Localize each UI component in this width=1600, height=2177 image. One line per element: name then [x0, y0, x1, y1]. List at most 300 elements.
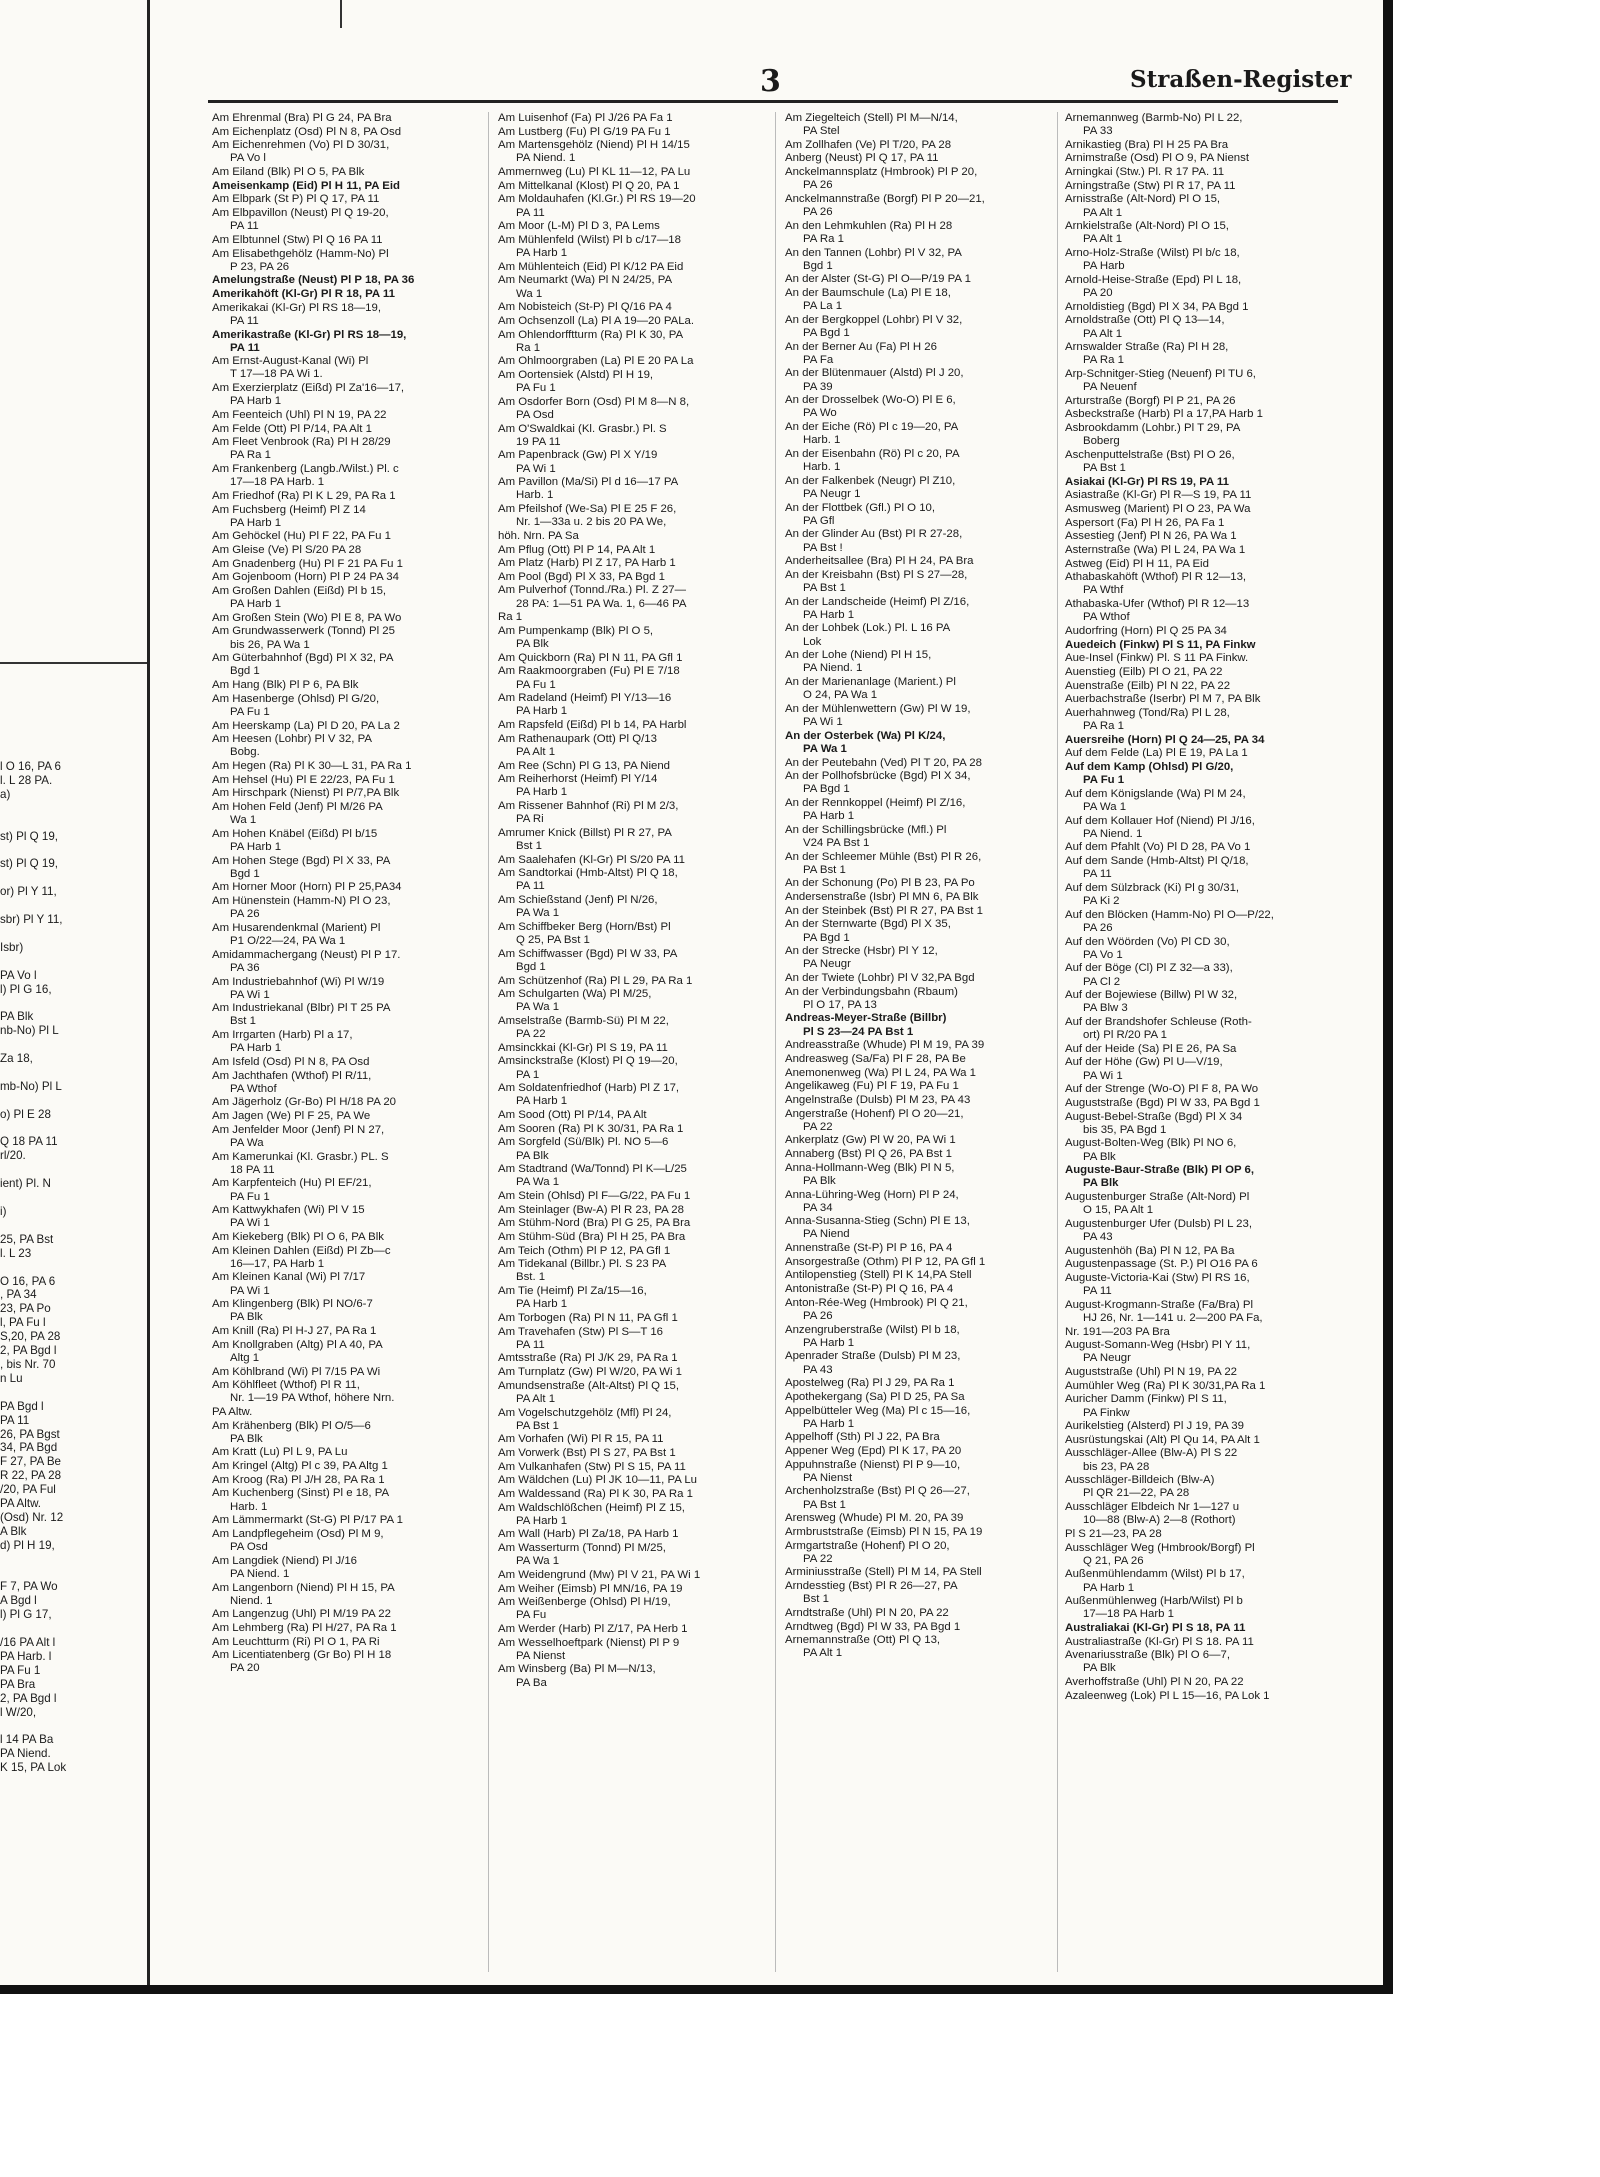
column-separator: [488, 112, 489, 1972]
street-entry-continuation: PA Fu 1: [1083, 774, 1125, 787]
street-entry-continuation: PA Bgd 1: [803, 783, 850, 796]
street-entry: [212, 1271, 480, 1297]
street-entry: [785, 502, 1053, 528]
street-entry: [498, 1623, 766, 1636]
street-entry-text: Athabaskahöft (Wthof) Pl R 12—13,: [1065, 571, 1247, 584]
street-entry-text: Am Feenteich (Uhl) Pl N 19, PA 22: [212, 408, 387, 421]
street-entry-continuation: PA Niend. 1: [803, 662, 863, 675]
street-entry-continuation: PA Fu 1: [230, 705, 270, 718]
street-entry: [498, 503, 766, 529]
fragment-line: [0, 843, 140, 857]
street-entry: [1065, 489, 1335, 502]
street-entry-text: Am Stühm-Süd (Bra) Pl H 25, PA Bra: [498, 1230, 686, 1243]
street-entry: [498, 1258, 766, 1284]
street-entry-text: Arnoldstraße (Ott) Pl Q 13—14,: [1065, 314, 1225, 327]
street-entry: [1065, 422, 1335, 448]
street-entry: [785, 891, 1053, 904]
street-entry-text: An der Osterbek (Wa) Pl K/24,: [785, 729, 946, 742]
fragment-line: A Bgd l: [0, 1594, 37, 1608]
street-entry: [212, 787, 480, 800]
street-entry-text: Am Großen Dahlen (Eißd) Pl b 15,: [212, 584, 387, 597]
street-entry-text: Am Torbogen (Ra) Pl N 11, PA Gfl 1: [498, 1311, 678, 1324]
street-entry: [498, 584, 766, 610]
street-entry-continuation: PA 43: [1083, 1230, 1113, 1243]
street-entry: [498, 329, 766, 355]
street-entry: [785, 1459, 1053, 1485]
street-entry: [212, 490, 480, 503]
street-entry: [785, 220, 1053, 246]
fragment-line: l) Pl G 16,: [0, 982, 52, 996]
street-entry-text: Asbrookdamm (Lohbr.) Pl T 29, PA: [1065, 422, 1241, 435]
street-entry-text: Apenrader Straße (Dulsb) Pl M 23,: [785, 1350, 961, 1363]
street-entry: [498, 1583, 766, 1596]
street-entry-text: Am Osdorfer Born (Osd) Pl M 8—N 8,: [498, 395, 690, 408]
fragment-line: n Lu: [0, 1371, 23, 1385]
street-entry-text: Azaleenweg (Lok) Pl L 15—16, PA Lok 1: [1065, 1689, 1270, 1702]
street-entry-text: Am Eichenplatz (Osd) Pl N 8, PA Osd: [212, 125, 402, 138]
street-entry: [785, 1012, 1053, 1038]
street-entry: [212, 1177, 480, 1203]
street-entry: [1065, 544, 1335, 557]
street-entry-text: Am Raakmoorgraben (Fu) Pl E 7/18: [498, 665, 680, 678]
street-entry-continuation: Bgd 1: [516, 960, 546, 973]
street-entry: [785, 945, 1053, 971]
street-entry: [498, 1569, 766, 1582]
street-entry-text: Auguststraße (Bgd) Pl W 33, PA Bgd 1: [1065, 1096, 1260, 1109]
street-entry-continuation: P1 O/22—24, PA Wa 1: [230, 935, 346, 948]
fragment-line: st) Pl Q 19,: [0, 829, 58, 843]
street-entry-text: Arp-Schnitger-Stieg (Neuenf) Pl TU 6,: [1065, 367, 1256, 380]
street-entry-text: Auf dem Königslande (Wa) Pl M 24,: [1065, 787, 1246, 800]
street-entry-continuation: PA Harb 1: [230, 1042, 282, 1055]
street-entry-text: Astweg (Eid) Pl H 11, PA Eid: [1065, 557, 1209, 570]
street-entry-continuation: Bst. 1: [516, 1271, 546, 1284]
street-entry-text: Am Neumarkt (Wa) Pl N 24/25, PA: [498, 274, 673, 287]
street-entry: [785, 676, 1053, 702]
street-entry-text: Am Ohlendorfftturm (Ra) Pl K 30, PA: [498, 328, 684, 341]
street-entry-continuation: PA Finkw: [1083, 1406, 1130, 1419]
street-entry-text: Ammernweg (Lu) Pl KL 11—12, PA Lu: [498, 166, 691, 179]
street-entry-continuation: PA Osd: [230, 1541, 268, 1554]
street-entry-text: Am Landpflegeheim (Osd) Pl M 9,: [212, 1527, 384, 1540]
street-entry-text: Archenholzstraße (Bst) Pl Q 26—27,: [785, 1485, 970, 1498]
street-entry-text: Am Wasserturm (Tonnd) Pl M/25,: [498, 1542, 666, 1555]
fragment-line: PA Fu 1: [0, 1663, 41, 1677]
street-entry-text: Am Steinlager (Bw-A) Pl R 23, PA 28: [498, 1203, 684, 1216]
street-entry-continuation: PA Harb 1: [803, 1417, 855, 1430]
street-entry-text: Auf dem Sülzbrack (Ki) Pl g 30/31,: [1065, 881, 1240, 894]
street-entry: [1065, 1474, 1335, 1500]
street-entry: [498, 625, 766, 651]
street-entry-continuation: PA 26: [803, 1309, 833, 1322]
street-entry: [1065, 1043, 1335, 1056]
street-entry-text: Auf dem Kamp (Ohlsd) Pl G/20,: [1065, 761, 1234, 773]
street-entry-text: Am Friedhof (Ra) Pl K L 29, PA Ra 1: [212, 489, 396, 502]
street-entry: [212, 166, 480, 179]
street-entry-continuation: PA Alt 1: [1083, 206, 1123, 219]
street-entry: [212, 248, 480, 274]
street-entry-text: Arningstraße (Stw) Pl R 17, PA 11: [1065, 179, 1236, 192]
street-entry: [498, 1055, 766, 1081]
street-entry-text: Am Schützenhof (Ra) Pl L 29, PA Ra 1: [498, 974, 693, 987]
street-entry-continuation: PA Blk: [230, 1432, 263, 1445]
street-entry: [785, 528, 1053, 554]
street-entry: [212, 1528, 480, 1554]
street-entry-text: Auerhahnweg (Tond/Ra) Pl L 28,: [1065, 706, 1230, 719]
street-entry-text: Am Vorhafen (Wi) Pl R 15, PA 11: [498, 1433, 664, 1446]
street-entry: [498, 423, 766, 449]
street-entry-continuation: PA Blk: [516, 1149, 549, 1162]
street-entry: [498, 1528, 766, 1541]
street-entry-continuation: PA Harb 1: [230, 516, 282, 529]
street-entry-text: Am Jagen (We) Pl F 25, PA We: [212, 1110, 371, 1123]
street-entry-continuation: PA Harb 1: [230, 840, 282, 853]
street-entry-continuation: PA Harb 1: [803, 608, 855, 621]
street-entry-continuation: PA Neuenf: [1083, 381, 1137, 394]
street-entry: [498, 571, 766, 584]
street-entry-text: Auersreihe (Horn) Pl Q 24—25, PA 34: [1065, 733, 1265, 746]
street-entry-continuation: PA Wo: [803, 407, 837, 420]
street-entry: [212, 1325, 480, 1338]
street-entry: [212, 1366, 480, 1379]
street-entry: [212, 976, 480, 1002]
street-entry-text: Am Pavillon (Ma/Si) Pl d 16—17 PA: [498, 476, 679, 489]
street-entry-continuation: PA Blk: [1083, 1150, 1116, 1163]
street-entry: [212, 1124, 480, 1150]
street-entry-text: Am Reiherhorst (Heimf) Pl Y/14: [498, 773, 658, 786]
street-entry: [1065, 815, 1335, 841]
street-entry-text: Am Sood (Ott) Pl P/14, PA Alt: [498, 1109, 647, 1122]
street-entry-continuation: PA Harb 1: [803, 1336, 855, 1349]
street-entry-continuation: PA Ra 1: [230, 449, 271, 462]
street-entry-text: Am Klingenberg (Blk) Pl NO/6-7: [212, 1298, 373, 1311]
fragment-line: 2, PA Bgd l: [0, 1344, 57, 1358]
street-entry-text: Augustenpassage (St. P.) Pl O16 PA 6: [1065, 1258, 1258, 1271]
street-entry: [1065, 395, 1335, 408]
street-entry: [785, 1634, 1053, 1660]
street-entry-text: August-Bolten-Weg (Blk) Pl NO 6,: [1065, 1137, 1237, 1150]
street-entry-text: Am Isfeld (Osd) Pl N 8, PA Osd: [212, 1055, 370, 1068]
street-entry: [785, 1269, 1053, 1282]
fragment-line: [0, 955, 140, 969]
street-entry: [1065, 1272, 1335, 1298]
street-entry-text: Auguste-Baur-Straße (Blk) Pl OP 6,: [1065, 1164, 1255, 1177]
street-entry-continuation: PA Harb 1: [516, 1298, 568, 1311]
fragment-line: sbr) Pl Y 11,: [0, 912, 63, 926]
street-entry: [212, 1056, 480, 1069]
street-entry-text: Am Hang (Blk) Pl P 6, PA Blk: [212, 679, 359, 692]
street-entry-continuation: PA Fa: [803, 353, 834, 366]
street-entry-text: Am Sandtorkai (Hmb-Altst) Pl Q 18,: [498, 867, 678, 880]
street-entry-text: Am Ree (Schn) Pl G 13, PA Niend: [498, 759, 670, 772]
street-entry: [212, 774, 480, 787]
street-entry-text: Auguste-Victoria-Kai (Stw) Pl RS 16,: [1065, 1271, 1250, 1284]
street-entry: [785, 1324, 1053, 1350]
street-entry-text: Amelungstraße (Neust) Pl P 18, PA 36: [212, 274, 415, 287]
street-entry-text: An der Mühlenwettern (Gw) Pl W 19,: [785, 702, 971, 715]
street-entry-text: An der Kreisbahn (Bst) Pl S 27—28,: [785, 568, 968, 581]
street-entry: [785, 1256, 1053, 1269]
street-entry-text: Auerbachstraße (Iserbr) Pl M 7, PA Blk: [1065, 693, 1261, 706]
street-entry-text: Arndtstraße (Uhl) Pl N 20, PA 22: [785, 1606, 949, 1619]
street-entry-text: An der Verbindungsbahn (Rbaum): [785, 985, 958, 998]
street-entry: [785, 986, 1053, 1012]
street-entry: [1065, 747, 1335, 760]
street-entry-text: Am Teich (Othm) Pl P 12, PA Gfl 1: [498, 1244, 671, 1257]
street-entry-text: Ausschläger-Billdeich (Blw-A): [1065, 1474, 1215, 1487]
street-entry-continuation: PA 26: [803, 179, 833, 192]
street-entry-continuation: Harb. 1: [803, 461, 841, 474]
street-entry-text: Am Pflug (Ott) Pl P 14, PA Alt 1: [498, 543, 656, 556]
street-entry: [1065, 1622, 1335, 1635]
street-entry-text: Ausrüstungskai (Alt) Pl Qu 14, PA Alt 1: [1065, 1433, 1260, 1446]
street-entry: [498, 301, 766, 314]
street-entry: [785, 918, 1053, 944]
street-entry: [212, 1002, 480, 1028]
fragment-line: PA Niend.: [0, 1747, 51, 1761]
street-entry-text: An der Marienanlage (Marient.) Pl: [785, 676, 956, 689]
street-entry: [785, 1283, 1053, 1296]
street-entry-text: An der Eiche (Rö) Pl c 19—20, PA: [785, 421, 959, 434]
street-entry-text: Appener Weg (Epd) Pl K 17, PA 20: [785, 1444, 962, 1457]
street-entry-text: Am Köhlfleet (Wthof) Pl R 11,: [212, 1379, 360, 1392]
street-entry-continuation: PA 26: [230, 908, 260, 921]
street-entry-continuation: PA Ri: [516, 813, 544, 826]
street-entry: [212, 612, 480, 625]
street-entry-text: Andreasstraße (Whude) Pl M 19, PA 39: [785, 1039, 985, 1052]
street-entry-text: Angelnstraße (Dulsb) Pl M 23, PA 43: [785, 1093, 971, 1106]
street-entry: [785, 770, 1053, 796]
street-entry: [1065, 1568, 1335, 1594]
street-entry-continuation: bis 23, PA 28: [1083, 1460, 1150, 1473]
street-entry-continuation: PA 11: [230, 314, 259, 327]
street-entry: [785, 824, 1053, 850]
street-entry-text: Apothekergang (Sa) Pl D 25, PA Sa: [785, 1390, 965, 1403]
street-entry-text: August-Somann-Weg (Hsbr) Pl Y 11,: [1065, 1339, 1251, 1352]
street-entry-continuation: 28 PA: 1—51 PA Wa. 1, 6—46 PA: [516, 597, 687, 610]
street-entry-text: Am Stadtrand (Wa/Tonnd) Pl K—L/25: [498, 1163, 687, 1176]
street-entry-text: An der Glinder Au (Bst) Pl R 27-28,: [785, 528, 963, 541]
street-entry-text: Angelikaweg (Fu) Pl F 19, PA Fu 1: [785, 1080, 959, 1093]
fragment-line: Za 18,: [0, 1052, 33, 1066]
street-entry-text: Audorfring (Horn) Pl Q 25 PA 34: [1065, 624, 1227, 637]
street-entry: [1065, 341, 1335, 367]
street-entry-text: Am Schießstand (Jenf) Pl N/26,: [498, 894, 658, 907]
fragment-line: R 22, PA 28: [0, 1469, 62, 1483]
street-entry-continuation: bis 26, PA Wa 1: [230, 638, 310, 651]
street-entry: [1065, 180, 1335, 193]
street-entry: [212, 423, 480, 436]
street-entry: [1065, 1137, 1335, 1163]
street-entry: [785, 1566, 1053, 1579]
street-entry-text: Am Wäldchen (Lu) Pl JK 10—11, PA Lu: [498, 1474, 698, 1487]
fragment-line: [0, 899, 140, 913]
street-entry-text: Arnswalder Straße (Ra) Pl H 28,: [1065, 341, 1229, 354]
fragment-line: PA 11: [0, 1413, 30, 1427]
street-entry-continuation: PA 33: [1083, 125, 1113, 138]
street-entry-text: Am Langenborn (Niend) Pl H 15, PA: [212, 1581, 395, 1594]
street-entry-continuation: PA Wa 1: [516, 907, 560, 920]
street-entry-continuation: PA Ki 2: [1083, 895, 1120, 908]
street-entry-continuation: Pl S 23—24 PA Bst 1: [803, 1025, 914, 1038]
street-entry-continuation: PA Ra 1: [803, 232, 844, 245]
street-entry: [212, 463, 480, 489]
street-entry: [785, 622, 1053, 648]
street-entry-text: Am Wesselhoeftpark (Nienst) Pl P 9: [498, 1636, 680, 1649]
street-entry: [785, 367, 1053, 393]
street-entry: [212, 139, 480, 165]
street-entry: [212, 1474, 480, 1487]
street-entry: [498, 1163, 766, 1189]
street-entry: [498, 557, 766, 570]
street-entry-text: Auenstieg (Eilb) Pl O 21, PA 22: [1065, 665, 1223, 678]
binding-rule: [147, 0, 150, 1985]
street-entry: [212, 193, 480, 206]
street-entry: [785, 273, 1053, 286]
fragment-line: [0, 1553, 140, 1567]
fragment-line: [0, 1038, 140, 1052]
street-entry-text: Armgartstraße (Hohenf) Pl O 20,: [785, 1539, 950, 1552]
street-entry-text: Am Köhlbrand (Wi) Pl 7/15 PA Wi: [212, 1365, 381, 1378]
street-entry: [1065, 1649, 1335, 1675]
street-entry-continuation: PA Bst 1: [803, 863, 846, 876]
street-entry-continuation: PA Wthof: [1083, 611, 1130, 624]
street-entry: [212, 1110, 480, 1123]
street-entry-continuation: P 23, PA 26: [230, 260, 290, 273]
street-entry-text: An der Pollhofsbrücke (Bgd) Pl X 34,: [785, 770, 971, 783]
street-entry-text: Amrumer Knick (Billst) Pl R 27, PA: [498, 826, 672, 839]
street-entry: [212, 436, 480, 462]
street-entry: [785, 1580, 1053, 1606]
street-entry-text: An der Strecke (Hsbr) Pl Y 12,: [785, 945, 938, 958]
street-entry: [785, 1377, 1053, 1390]
street-entry: [212, 207, 480, 233]
street-entry: [498, 1542, 766, 1568]
street-entry-text: Armbruststraße (Eimsb) Pl N 15, PA 19: [785, 1525, 983, 1538]
street-entry-continuation: PA Harb: [1083, 260, 1125, 273]
street-entry: [1065, 1218, 1335, 1244]
street-entry: [1065, 503, 1335, 516]
fragment-line: 25, PA Bst: [0, 1232, 54, 1246]
street-entry-continuation: PA 11: [1083, 1285, 1112, 1298]
street-entry: [1065, 1528, 1335, 1541]
street-entry-text: Am Industriekanal (Blbr) Pl T 25 PA: [212, 1002, 391, 1015]
street-entry: [1065, 1245, 1335, 1258]
street-entry: [498, 1285, 766, 1311]
street-entry-continuation: Harb. 1: [803, 434, 841, 447]
fragment-line: l 14 PA Ba: [0, 1733, 54, 1747]
street-entry-text: An der Flottbek (Gfl.) Pl O 10,: [785, 501, 936, 514]
street-entry: [1065, 652, 1335, 665]
fragment-line: , bis Nr. 70: [0, 1357, 56, 1371]
street-entry: [498, 1123, 766, 1136]
street-entry-text: Arnemannstraße (Ott) Pl Q 13,: [785, 1634, 941, 1647]
street-entry-continuation: PA Harb 1: [516, 247, 568, 260]
street-entry: [212, 1420, 480, 1446]
fragment-line: O 16, PA 6: [0, 1274, 56, 1288]
street-entry-text: Auenstraße (Eilb) Pl N 22, PA 22: [1065, 679, 1231, 692]
street-entry-text: Am Tidekanal (Billbr.) Pl. S 23 PA: [498, 1258, 667, 1271]
street-entry: [785, 877, 1053, 890]
street-entry: [785, 166, 1053, 192]
street-entry-text: Am Moor (L-M) Pl D 3, PA Lems: [498, 220, 660, 233]
fragment-line: mb-No) Pl L: [0, 1079, 62, 1093]
street-entry-continuation: PA Harb 1: [230, 598, 282, 611]
street-entry-text: Aschenputtelstraße (Bst) Pl O 26,: [1065, 448, 1235, 461]
street-entry-continuation: PA 39: [803, 380, 833, 393]
fragment-line: [0, 816, 140, 830]
street-entry-text: Am Wall (Harb) Pl Za/18, PA Harb 1: [498, 1528, 679, 1541]
street-entry-text: Amundsenstraße (Alt-Altst) Pl Q 15,: [498, 1379, 680, 1392]
street-entry: [785, 152, 1053, 165]
street-entry: [785, 1391, 1053, 1404]
street-entry: [498, 220, 766, 233]
street-entry-text: Am Husarendenkmal (Marient) Pl: [212, 921, 381, 934]
street-entry: [1065, 666, 1335, 679]
street-entry-text: Außenmühlendamm (Wilst) Pl b 17,: [1065, 1568, 1245, 1581]
street-entry-continuation: bis 35, PA Bgd 1: [1083, 1123, 1167, 1136]
street-entry-text: Augustenhöh (Ba) Pl N 12, PA Ba: [1065, 1244, 1235, 1257]
street-entry-text: Amsinckkai (Kl-Gr) Pl S 19, PA 11: [498, 1041, 668, 1054]
street-entry-text: An der Blütenmauer (Alstd) Pl J 20,: [785, 367, 964, 380]
street-entry: [785, 1431, 1053, 1444]
street-entry-continuation: PA Blk: [803, 1174, 836, 1187]
street-entry: [1065, 558, 1335, 571]
street-entry: [785, 1148, 1053, 1161]
street-entry-text: An der Baumschule (La) Pl E 18,: [785, 287, 951, 300]
street-entry-text: Arnemannweg (Barmb-No) Pl L 22,: [1065, 112, 1243, 124]
fragment-line: [0, 1720, 140, 1734]
street-entry: [212, 126, 480, 139]
street-entry-text: Auf der Höhe (Gw) Pl U—V/19,: [1065, 1056, 1223, 1069]
street-entry: [785, 1215, 1053, 1241]
street-entry-continuation: PA La 1: [803, 300, 843, 313]
street-entry-continuation: PA 26: [1083, 921, 1113, 934]
left-fragment-rule: [0, 662, 147, 664]
street-entry: [498, 530, 766, 543]
street-entry: [212, 1514, 480, 1527]
street-entry-continuation: PA Wa 1: [516, 1176, 560, 1189]
street-entry: [1065, 1326, 1335, 1339]
street-entry: [212, 1298, 480, 1324]
street-entry: [1065, 841, 1335, 854]
street-entry: [785, 1297, 1053, 1323]
street-entry-text: Am Waldschlößchen (Heimf) Pl Z 15,: [498, 1501, 685, 1514]
street-entry-text: Am Winsberg (Ba) Pl M—N/13,: [498, 1663, 656, 1676]
street-entry: [498, 1447, 766, 1460]
street-entry-continuation: PA Neugr 1: [803, 487, 861, 500]
street-entry: [785, 1108, 1053, 1134]
street-entry-text: Am Krähenberg (Blk) Pl O/5—6: [212, 1419, 371, 1432]
street-entry-text: Am Hohen Feld (Jenf) Pl M/26 PA: [212, 800, 383, 813]
street-entry-text: Am Quickborn (Ra) Pl N 11, PA Gfl 1: [498, 651, 683, 664]
street-entry: [212, 544, 480, 557]
street-entry-continuation: Q 21, PA 26: [1083, 1554, 1144, 1567]
street-entry-continuation: PA 22: [516, 1028, 546, 1041]
fragment-line: [0, 1261, 140, 1275]
street-entry: [212, 1070, 480, 1096]
street-entry: [498, 1217, 766, 1230]
fragment-line: , PA 34: [0, 1288, 37, 1302]
street-entry: [1065, 1393, 1335, 1419]
street-entry: [212, 652, 480, 678]
fragment-line: PA Harb. l: [0, 1650, 52, 1663]
street-entry-text: Antonistraße (St-P) Pl Q 16, PA 4: [785, 1283, 954, 1296]
street-entry: [212, 1487, 480, 1513]
street-entry: [498, 1380, 766, 1406]
street-entry-text: Am O'Swaldkai (Kl. Grasbr.) Pl. S: [498, 422, 667, 435]
street-entry: [212, 234, 480, 247]
